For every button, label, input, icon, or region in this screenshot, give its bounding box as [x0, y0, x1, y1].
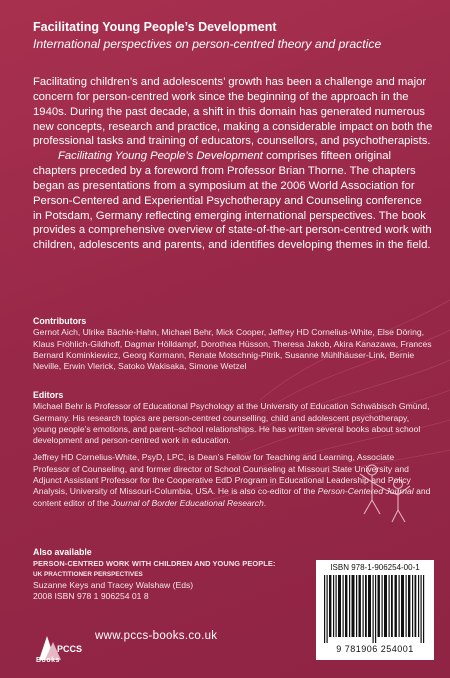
editor-bio-text: and content editor of the [33, 486, 431, 508]
journal-title: Journal of Border Educational Research [111, 497, 264, 508]
contributors-heading: Contributors [33, 316, 87, 326]
logo-subtext: Books [36, 657, 60, 664]
editors-heading: Editors [33, 390, 64, 400]
also-available-section [33, 547, 293, 602]
series-authors: Suzanne Keys and Tracey Walshaw (Eds) [33, 580, 194, 590]
journal-title: Person-Centered Journal [317, 486, 414, 497]
series-subtitle: UK PRACTITIONER PERSPECTIVES [33, 571, 143, 578]
description [33, 75, 433, 253]
isbn-label: ISBN 978-1-906254-00-1 [330, 563, 420, 572]
editors-section [33, 390, 433, 509]
series-isbn: 2008 ISBN 978 1 906254 01 8 [33, 591, 149, 601]
contributors-list: Gernot Aich, Ulrike Bächle-Hahn, Michael Behr, Mick Cooper, Jeffrey HD Cornelius-White, Else Döring, Klaus Fröhlich-Gildhoff, Dagmar Hölldampf, Dorothea Hüsson, Theresa Jakob, Akira Kanazawa, Frances Bernard Kominkiewicz, Georg Kormann, Renate Motschnig-Pitrik, Susanne Mühlhäuser-Link, Bernie Neville, Erwin Vlerick, Satoko Wakisaka, Simone Wetzel [33, 327, 432, 372]
also-available-heading: Also available [33, 547, 92, 557]
book-subtitle: International perspectives on person-centred theory and practice [33, 37, 382, 51]
barcode-icon [324, 575, 426, 643]
editor-bio-text: . [263, 497, 267, 508]
series-title: PERSON-CENTRED WORK WITH CHILDREN AND YOUNG PEOPLE: [33, 559, 276, 568]
book-title: Facilitating Young People’s Development [33, 20, 277, 34]
book-title-inline: Facilitating Young People’s Development [58, 150, 263, 163]
barcode-digits: 9 781906 254001 [336, 644, 414, 654]
publisher-url[interactable]: www.pccs-books.co.uk [95, 630, 218, 642]
description-paragraph: Facilitating children’s and adolescents’ growth has been a challenge and major concern for person-centred work since the beginning of the approach in the 1940s. During the past decade, a shift in this domain has generated numerous new concepts, research and practice, making a considerable impact on both the professional tasks and training of educators, counsellors, and psychotherapists. [33, 76, 433, 148]
contributors-section [33, 316, 433, 372]
barcode-panel [316, 560, 434, 660]
logo-label: PCCS [57, 644, 83, 654]
editor-bio-cornelius-white [33, 452, 433, 508]
editor-bio-behr: Michael Behr is Professor of Educational Psychology at the University of Education Schwäbisch Gmünd, Germany. His research topics are person-centred counselling, child and adolescent psychotherapy, young people’s emotions, and parent–school relationships. He has written several books about school development and person-centred work in education. [33, 401, 430, 446]
editor-bio-text: Jeffrey HD Cornelius-White, PsyD, LPC, is Dean’s Fellow for Teaching and Learning, Associate Professor of Counseling, and former director of School Counseling at Missouri State University and Adjunct Assistant Professor for the Cooperative EdD Program in Educational Leadership and Policy Analysis, University of Missouri-Columbia, USA. He is also co-editor of the [33, 452, 411, 497]
description-paragraph [33, 149, 433, 253]
description-text: comprises fifteen original chapters preceded by a foreword from Professor Brian Thorne. The chapters began as presentations from a symposium at the 2006 World Association for Person-Centered and Experiential Psychotherapy and Counseling conference in Potsdam, Germany reflecting emerging international perspectives. The book provides a comprehensive overview of state-of-the-art person-centred work with children, adolescents and parents, and identifies developing themes in the field. [33, 150, 432, 252]
